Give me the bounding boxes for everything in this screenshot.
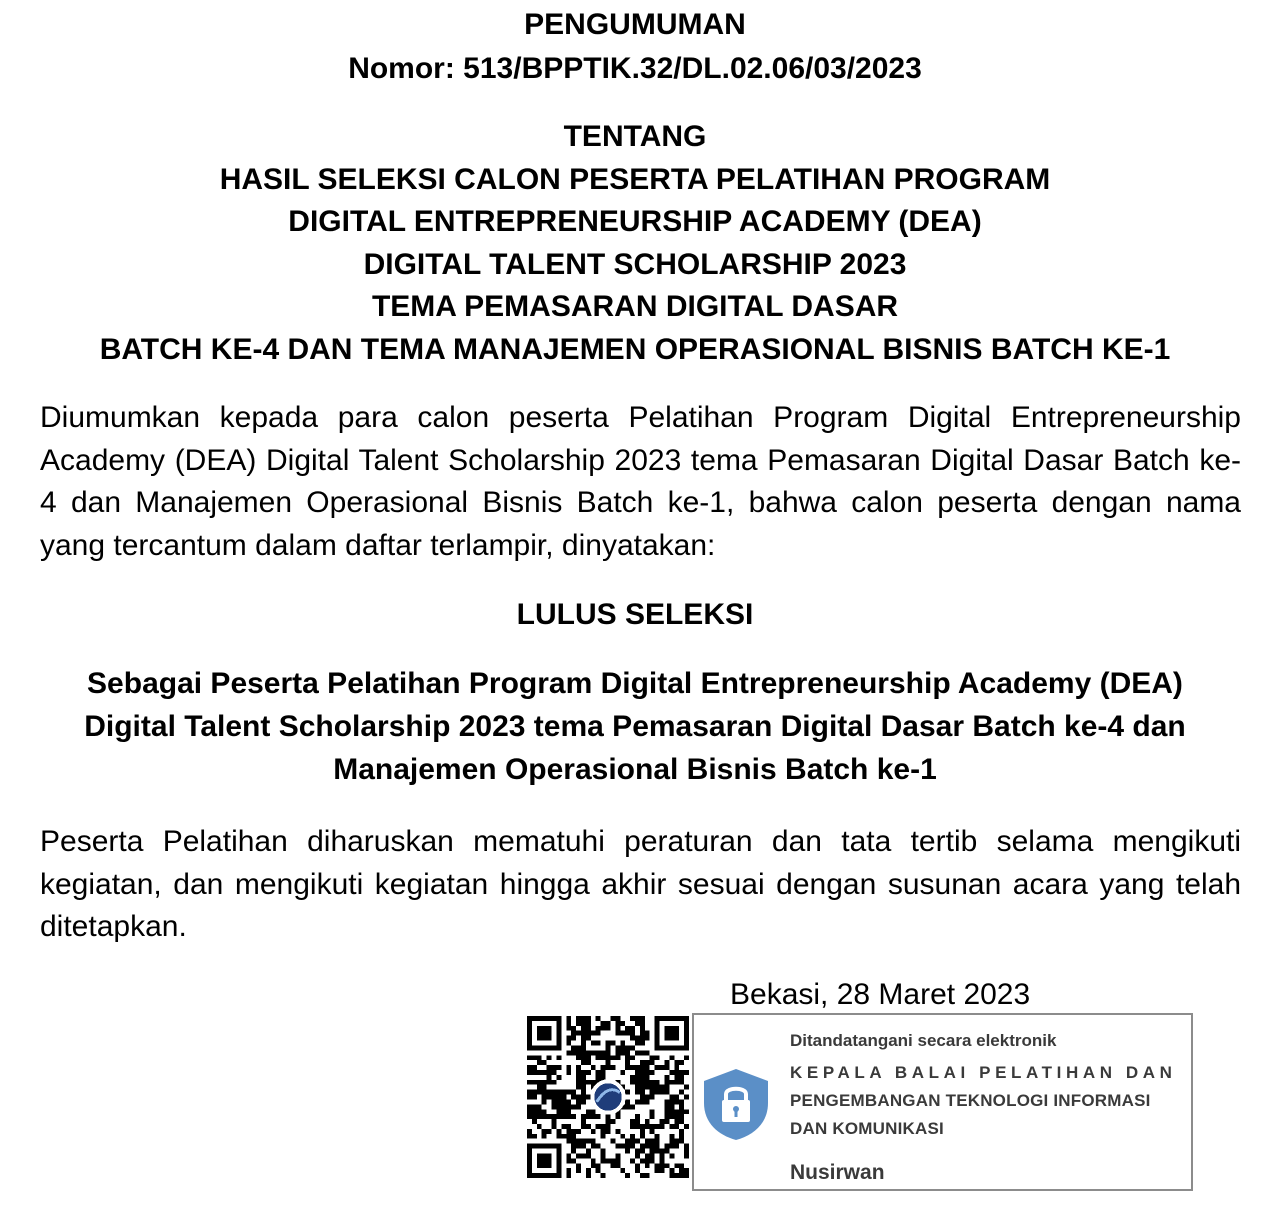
announcement-title: PENGUMUMAN [524,8,746,41]
position-line: DAN KOMUNIKASI [790,1119,944,1138]
position-line: PENGEMBANGAN TEKNOLOGI INFORMASI [790,1091,1151,1110]
subject-line: BATCH KE-4 DAN TEMA MANAJEMEN OPERASIONAL BISNIS BATCH KE-1 [99,332,1171,366]
subject-line: DIGITAL ENTREPRENEURSHIP ACADEMY (DEA) [288,205,982,238]
announcement-number: Nomor: 513/BPPTIK.32/DL.02.06/03/2023 [348,52,922,85]
result-heading: LULUS SELEKSI [516,598,754,631]
subject-line: TENTANG [563,120,707,153]
rules-paragraph: Peserta Pelatihan diharuskan mematuhi peraturan dan tata tertib selama mengikuti kegiatan, dan mengikuti kegiatan hingga akhir sesuai dengan susunan acara yang telah ditetapkan. [40,825,1241,943]
signer-position [790,1059,1184,1143]
subject-line: HASIL SELEKSI CALON PESERTA PELATIHAN PROGRAM [219,162,1051,196]
place-date: Bekasi, 28 Maret 2023 [730,978,1031,1011]
as-participant-statement [0,662,1270,791]
intro-paragraph: Diumumkan kepada para calon peserta Pelatihan Program Digital Entrepreneurship Academy (DEA) Digital Talent Scholarship 2023 tema Pemasaran Digital Dasar Batch ke-4 dan Manajemen Operasional Bisnis Batch ke-1, bahwa calon peserta dengan nama yang tercantum dalam daftar terlampir, dinyatakan: [40,401,1241,562]
qr-code-icon [527,1016,689,1178]
subject-line: DIGITAL TALENT SCHOLARSHIP 2023 [363,247,907,281]
electronic-signature-box [692,1013,1193,1191]
signer-name: Nusirwan [790,1161,885,1184]
statement-line: Sebagai Peserta Pelatihan Program Digital Entrepreneurship Academy (DEA) [87,667,1183,700]
subject-heading [0,116,1270,371]
statement-line: Digital Talent Scholarship 2023 tema Pemasaran Digital Dasar Batch ke-4 dan [84,710,1186,743]
lock-shield-icon [700,1067,772,1141]
position-line: KEPALA BALAI PELATIHAN DAN [790,1063,1177,1082]
statement-line: Manajemen Operasional Bisnis Batch ke-1 [333,753,937,786]
signed-electronically-label: Ditandatangani secara elektronik [790,1031,1057,1050]
subject-line: TEMA PEMASARAN DIGITAL DASAR [371,290,899,323]
